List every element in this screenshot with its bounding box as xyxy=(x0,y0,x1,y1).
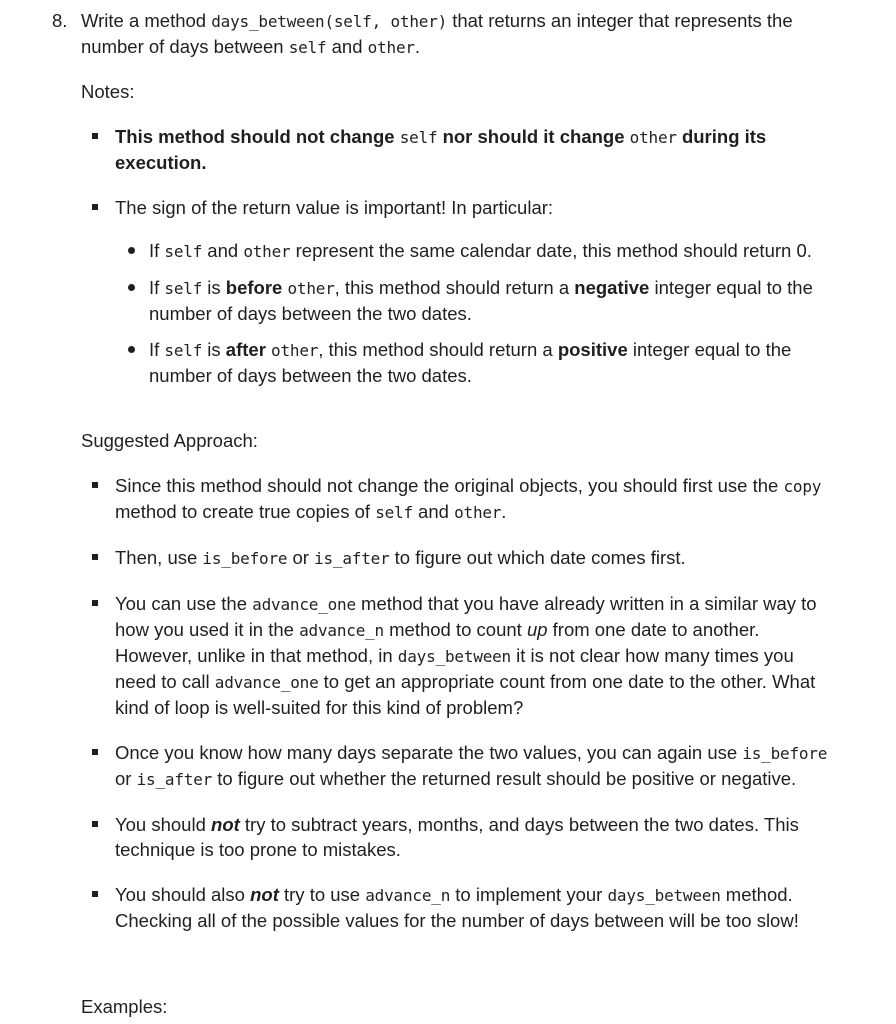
list-item: If self and other represent the same calendar date, this method should return 0. xyxy=(115,238,835,264)
square-bullet-icon xyxy=(92,821,98,827)
sign-rules-list xyxy=(115,238,835,399)
notes-label: Notes: xyxy=(81,81,135,102)
question-text: Write a method days_between(self, other) that returns an integer that represents the number of days between self and other. xyxy=(81,10,793,57)
list-item: If self is after other, this method should return a positive integer equal to the number of days between the two dates. xyxy=(115,337,835,388)
question-8 xyxy=(52,8,842,60)
examples-label: Examples: xyxy=(81,996,168,1017)
square-bullet-icon xyxy=(92,749,98,755)
approach-label: Suggested Approach: xyxy=(81,430,258,451)
round-bullet-icon xyxy=(128,284,135,291)
list-item: Then, use is_before or is_after to figure out which date comes first. xyxy=(81,545,831,571)
square-bullet-icon xyxy=(92,204,98,210)
list-item: You can use the advance_one method that you have already written in a similar way to how you used it in the advance_n method to count up from one date to another. However, unlike in that method, in days_between it is not clear how many times you need to call advance_one to get an appropriate count from one date to the other. What kind of loop is well-suited for this kind of problem? xyxy=(81,591,831,720)
question-number: 8. xyxy=(52,10,68,31)
method-signature: days_between(self, other) xyxy=(211,12,448,31)
list-item: You should not try to subtract years, months, and days between the two dates. This technique is too prone to mistakes. xyxy=(81,812,831,862)
round-bullet-icon xyxy=(128,346,135,353)
list-item: Since this method should not change the original objects, you should first use the copy method to create true copies of self and other. xyxy=(81,473,831,525)
list-item: You should also not try to use advance_n to implement your days_between method. Checking all of the possible values for the number of days between will be too slow! xyxy=(81,882,831,933)
square-bullet-icon xyxy=(92,133,98,139)
square-bullet-icon xyxy=(92,554,98,560)
notes-list xyxy=(81,124,831,240)
list-item: The sign of the return value is important! In particular: xyxy=(81,195,831,220)
round-bullet-icon xyxy=(128,247,135,254)
square-bullet-icon xyxy=(92,600,98,606)
list-item: Once you know how many days separate the two values, you can again use is_before or is_after to figure out whether the returned result should be positive or negative. xyxy=(81,740,831,792)
approach-list xyxy=(81,473,831,953)
square-bullet-icon xyxy=(92,482,98,488)
square-bullet-icon xyxy=(92,891,98,897)
list-item: If self is before other, this method should return a negative integer equal to the number of days between the two dates. xyxy=(115,275,835,326)
list-item: This method should not change self nor should it change other during its execution. xyxy=(81,124,831,175)
